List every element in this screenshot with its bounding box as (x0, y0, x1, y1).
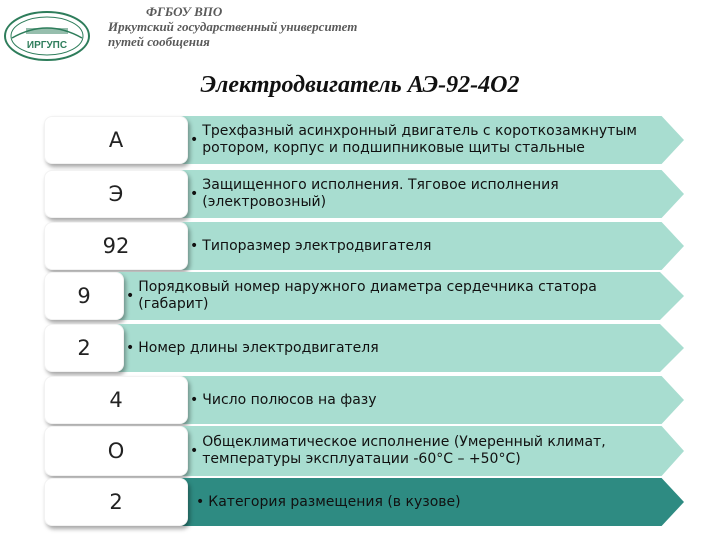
row-text: Число полюсов на фазу (202, 391, 377, 408)
row-code: 2 (44, 478, 188, 526)
row-code: 4 (44, 376, 188, 424)
row-text: Трехфазный асинхронный двигатель с короткозамкнутым ротором, корпус и подшипниковые щиты стальные (202, 123, 637, 156)
row-description (190, 116, 670, 164)
bullet: • (190, 131, 199, 148)
bullet: • (190, 442, 199, 459)
bullet: • (196, 493, 205, 510)
row-description (190, 376, 660, 424)
bullet: • (190, 391, 199, 408)
header (0, 0, 720, 70)
row-description (190, 426, 660, 476)
row-description (126, 272, 646, 320)
row-code: 2 (44, 324, 124, 372)
row-description (126, 324, 646, 372)
row-text: Порядковый номер наружного диаметра сердечника статора (габарит) (138, 279, 597, 312)
row-code: 92 (44, 222, 188, 270)
svg-text:ИРГУПС: ИРГУПС (26, 40, 68, 51)
row-code: О (44, 426, 188, 476)
org-line-1: ФГБОУ ВПО (146, 4, 223, 19)
row-description (190, 170, 660, 218)
org-line-2: Иркутский государственный университет (108, 19, 358, 34)
bullet: • (190, 185, 199, 202)
org-line-3: путей сообщения (108, 34, 210, 49)
row-code: Э (44, 170, 188, 218)
bullet: • (126, 339, 135, 356)
row-description (196, 478, 666, 526)
row-text: Защищенного исполнения. Тяговое исполнения (электровозный) (202, 177, 559, 210)
row-text: Номер длины электродвигателя (138, 339, 379, 356)
row-code: А (44, 116, 188, 164)
organization-name (108, 4, 357, 49)
university-logo (2, 8, 92, 64)
row-text: Типоразмер электродвигателя (202, 237, 432, 254)
bullet: • (126, 287, 135, 304)
row-code: 9 (44, 272, 124, 320)
row-text: Категория размещения (в кузове) (208, 493, 461, 510)
bullet: • (190, 237, 199, 254)
row-description (190, 222, 660, 270)
page-title: Электродвигатель АЭ-92-4О2 (200, 72, 520, 98)
row-text: Общеклиматическое исполнение (Умеренный климат, температуры эксплуатации -60°С – +50°С) (202, 434, 606, 467)
